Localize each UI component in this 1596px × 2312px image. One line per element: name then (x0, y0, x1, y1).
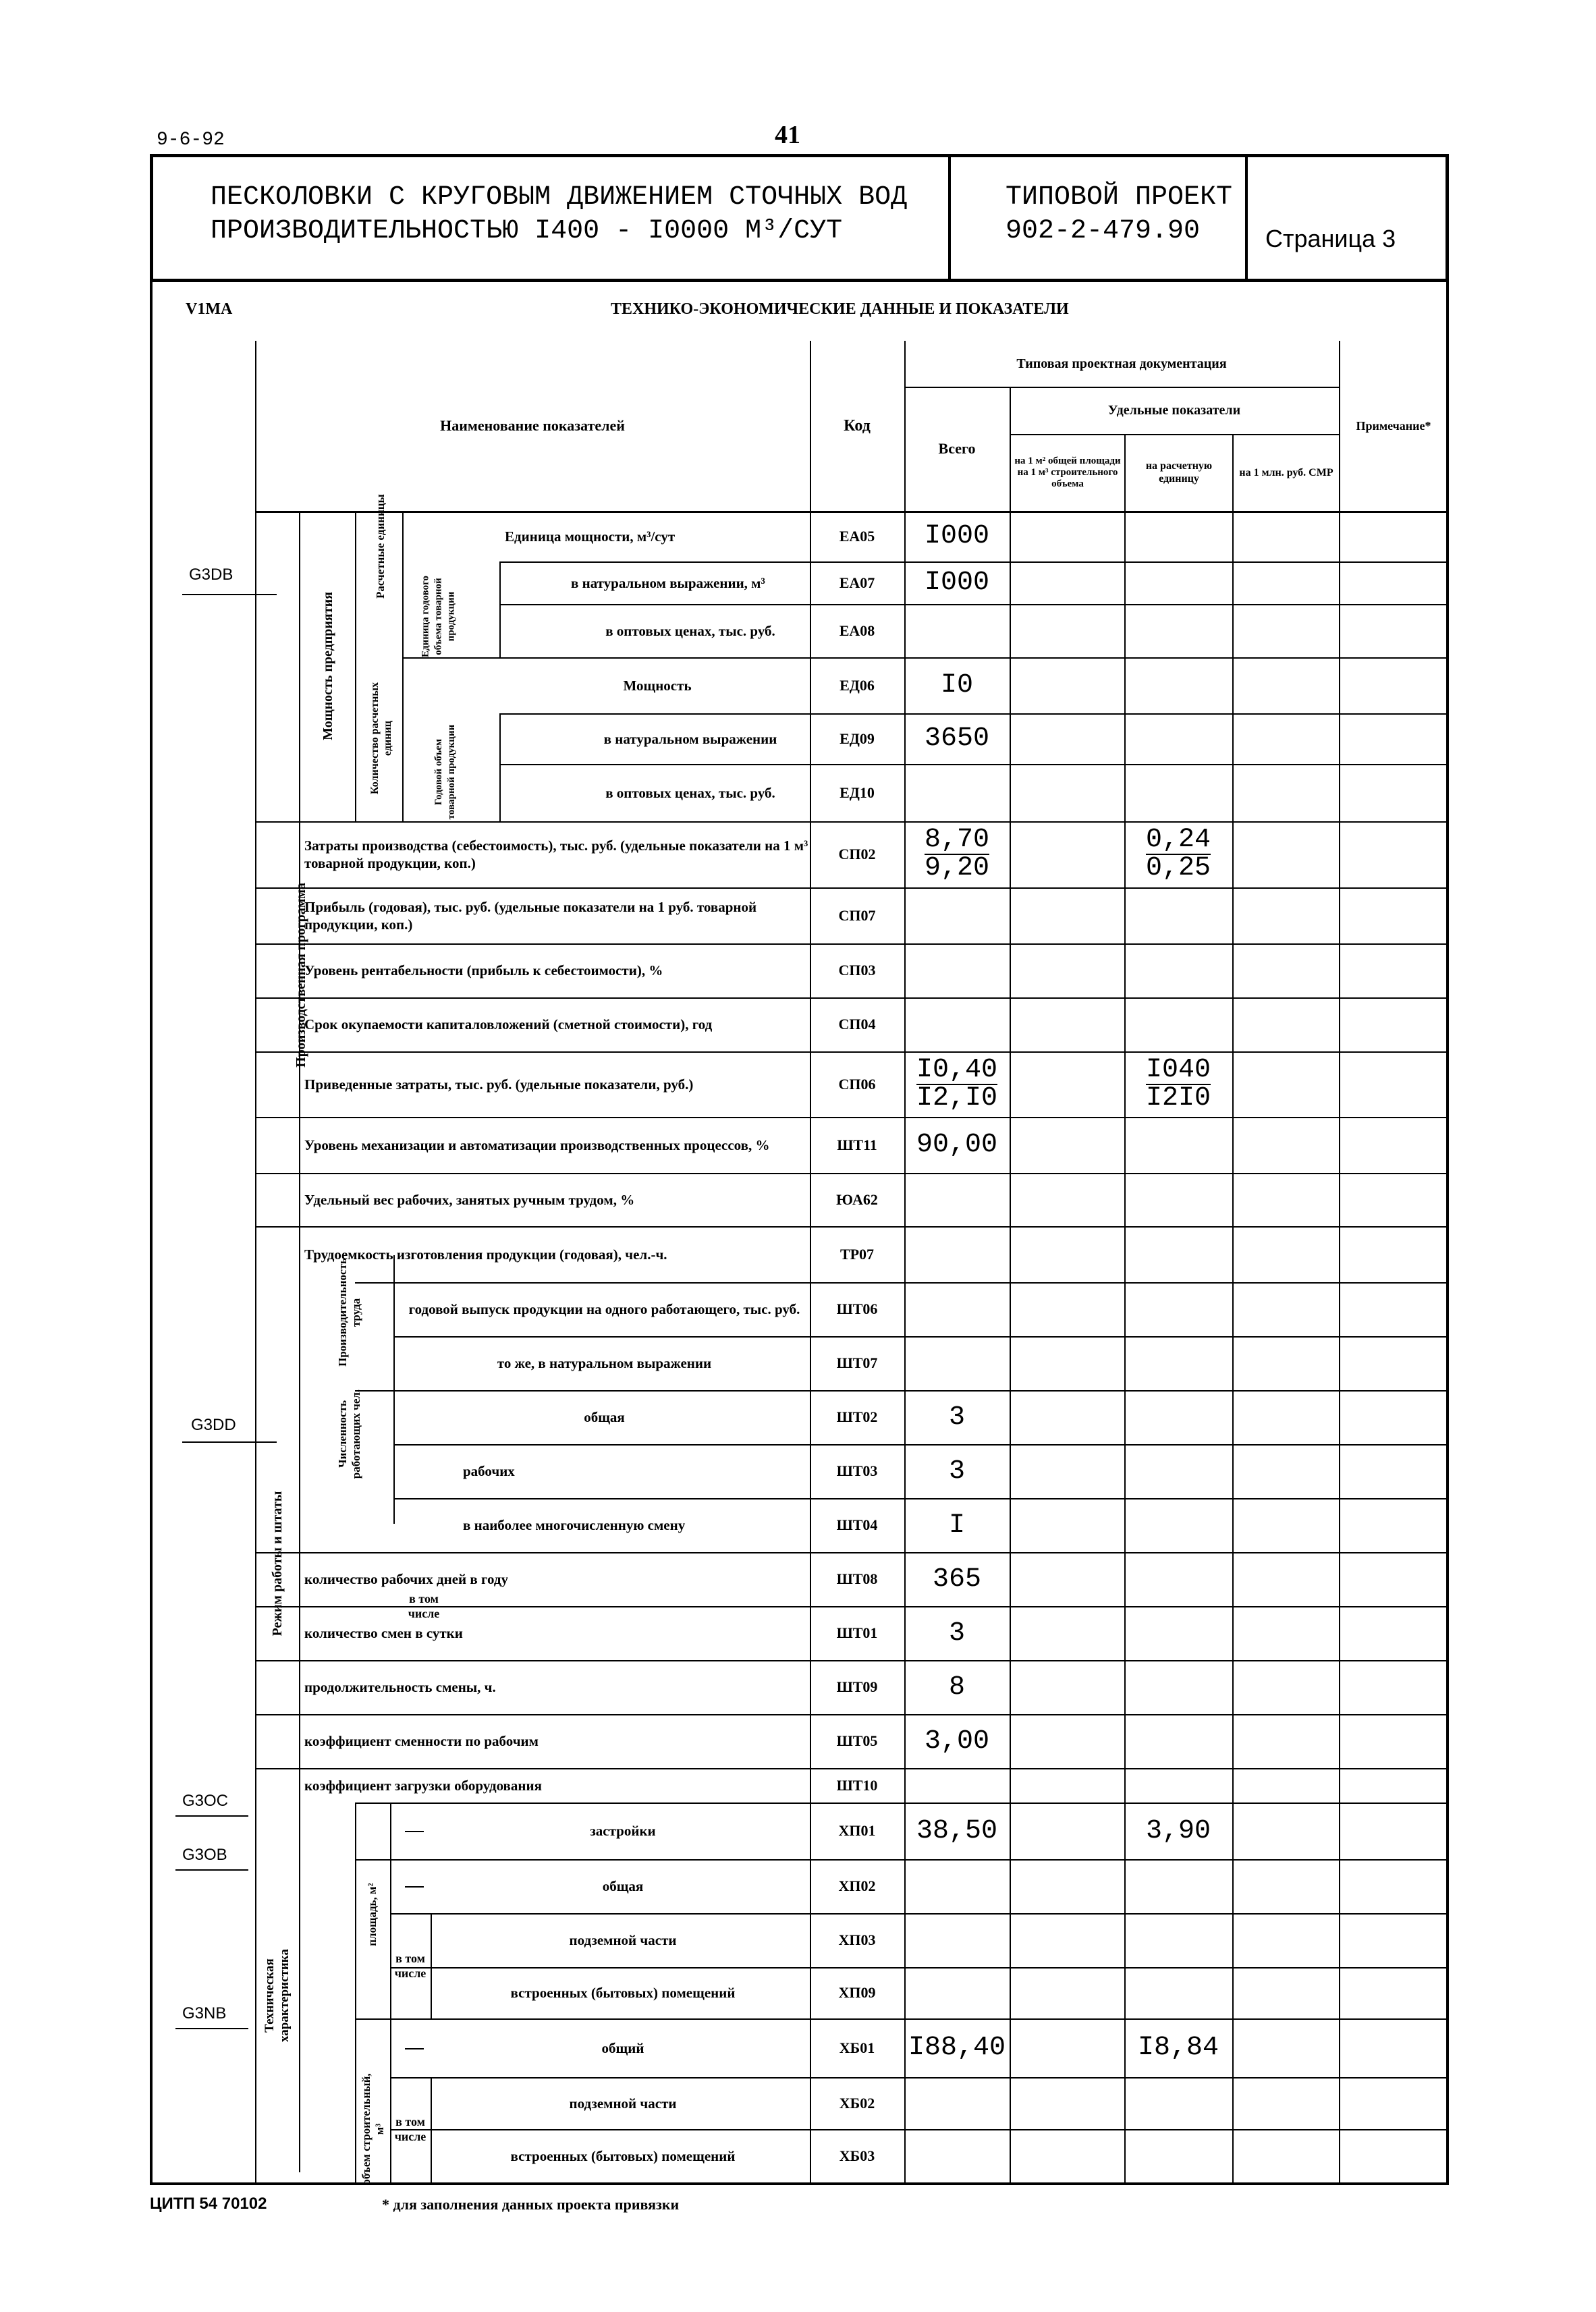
page-number: 41 (775, 121, 800, 149)
side-label-g3db: G3DB (189, 566, 233, 584)
fraction-value (925, 827, 989, 882)
indicator-name: общая (584, 1409, 625, 1425)
indicator-name: в оптовых ценах, тыс. руб. (605, 784, 775, 801)
indicator-name: встроенных (бытовых) помещений (510, 1985, 736, 2001)
col-specific: Удельные показатели (1107, 402, 1241, 418)
side-label-g3ob: G3OB (182, 1846, 227, 1864)
value-total: 90,00 (916, 1130, 998, 1160)
indicator-name: общая (602, 1878, 644, 1894)
indicator-code: ЕА08 (839, 622, 875, 639)
indicator-name: Мощность (623, 677, 692, 694)
fraction-value (1145, 1054, 1211, 1113)
value-per-unit (1124, 1714, 1232, 1768)
page-label: Страница 3 (1265, 225, 1396, 252)
value-total (904, 887, 1010, 943)
col-typical-doc: Типовая проектная документация (1016, 356, 1227, 371)
value-per-unit (1124, 1552, 1232, 1606)
side-pointer (175, 1869, 248, 1871)
value-total: 38,50 (916, 1815, 998, 1846)
group-design-units: Расчетные единицы (374, 494, 387, 599)
value-per-unit (1124, 561, 1232, 604)
col-name: Наименование показателей (440, 417, 625, 434)
indicator-name: в натуральном выражении (603, 730, 777, 747)
group-area: площадь, м² (366, 1883, 379, 1946)
indicator-code: ЕА05 (839, 527, 875, 545)
value-per-unit (1124, 1226, 1232, 1282)
value-per-unit (1124, 1967, 1232, 2018)
indicator-name: встроенных (бытовых) помещений (510, 2148, 736, 2164)
value-per-unit (1124, 2077, 1232, 2129)
title-block (150, 154, 1449, 282)
value-per-unit (1124, 713, 1232, 764)
group-technical: Техническая характеристика (263, 1949, 292, 2042)
indicator-name: годовой выпуск продукции на одного работающего, тыс. руб. (408, 1301, 800, 1317)
indicator-name: Единица мощности, м³/сут (505, 528, 676, 545)
indicator-name: Уровень рентабельности (прибыль к себестоимости), % (304, 962, 663, 979)
indicator-code: ЮА62 (836, 1190, 878, 1208)
value-total (904, 1173, 1010, 1226)
value-per-unit (1124, 511, 1232, 561)
indicator-name: то же, в натуральном выражении (497, 1355, 712, 1371)
value-total: I0 (940, 670, 973, 700)
side-label-g3oc: G3OC (182, 1792, 229, 1810)
indicator-code: ШТ01 (836, 1624, 878, 1641)
fraction-value (1146, 827, 1211, 882)
value-per-unit (1124, 1282, 1232, 1336)
indicator-code: СП07 (838, 906, 876, 924)
document-title (211, 181, 907, 248)
value-total (904, 1226, 1010, 1282)
value-total: I000 (924, 568, 989, 598)
value-per-unit (1124, 887, 1232, 943)
indicator-code: СП02 (838, 846, 876, 862)
indicator-code: ШТ04 (836, 1516, 878, 1533)
fraction-bottom: 9,20 (924, 853, 989, 883)
value-per-unit (1124, 1173, 1232, 1226)
value-total (904, 821, 1010, 887)
fraction-bottom: 0,25 (1145, 853, 1211, 883)
value-per-unit (1124, 1859, 1232, 1913)
pointer-mark (405, 2048, 424, 2049)
value-per-unit (1124, 657, 1232, 713)
value-per-unit (1124, 1390, 1232, 1444)
side-pointer (175, 2028, 248, 2029)
indicator-name: продолжительность смены, ч. (304, 1679, 496, 1695)
section-title: ТЕХНИКО-ЭКОНОМИЧЕСКИЕ ДАННЫЕ И ПОКАЗАТЕЛИ (611, 300, 1069, 318)
group-capacity: Мощность предприятия (321, 592, 335, 740)
incl-volume: в том числе (394, 2115, 426, 2143)
side-pointer (175, 1815, 248, 1817)
project-id (1006, 181, 1232, 248)
value-per-unit (1124, 1913, 1232, 1967)
group-annual-volume: Годовой объем товарной продукции (433, 724, 457, 820)
indicator-code: ХБ03 (839, 2147, 875, 2164)
indicator-code: ЕД06 (840, 676, 875, 694)
title-line-1: ПЕСКОЛОВКИ С КРУГОВЫМ ДВИЖЕНИЕМ СТОЧНЫХ ВОД (211, 182, 908, 213)
value-per-unit (1124, 821, 1232, 887)
indicator-name: в оптовых ценах, тыс. руб. (605, 622, 775, 639)
col-total: Всего (938, 440, 976, 457)
col-per-m3: на 1 м² общей площади на 1 м³ строительного объема (1014, 455, 1121, 489)
value-per-unit: 3,90 (1145, 1815, 1211, 1846)
fraction-value (916, 1054, 998, 1113)
incl-workers: в том числе (408, 1592, 440, 1620)
fraction-top: I0,40 (916, 1054, 998, 1085)
value-total (904, 2077, 1010, 2129)
indicator-name: Затраты производства (себестоимость), тыс. руб. (удельные показатели на 1 м³ товарной продукции, коп.) (304, 837, 808, 871)
value-total (904, 1768, 1010, 1802)
value-total (904, 1336, 1010, 1390)
fraction-top: 0,24 (1145, 825, 1211, 855)
indicator-name: Удельный вес рабочих, занятых ручным трудом, % (304, 1191, 635, 1208)
indicator-code: ШТ02 (836, 1408, 878, 1425)
indicator-code: ХБ01 (839, 2039, 875, 2056)
value-total (904, 1859, 1010, 1913)
value-total (904, 1282, 1010, 1336)
value-per-unit (1124, 604, 1232, 657)
value-per-unit (1124, 1117, 1232, 1173)
side-label-g3nb: G3NB (182, 2004, 227, 2022)
value-total (904, 764, 1010, 821)
value-per-unit (1124, 943, 1232, 997)
value-per-unit (1124, 1498, 1232, 1552)
value-per-unit (1124, 1336, 1232, 1390)
indicator-code: ШТ09 (836, 1678, 878, 1695)
indicator-name: количество смен в сутки (304, 1625, 463, 1641)
value-total: 8 (948, 1672, 965, 1703)
pointer-mark (405, 1886, 424, 1888)
fraction-bottom: I2I0 (1145, 1082, 1211, 1113)
indicator-code: СП06 (838, 1075, 876, 1093)
indicator-name: общий (601, 2039, 644, 2056)
indicator-code: ТР07 (840, 1245, 875, 1263)
value-total: 3 (948, 1456, 965, 1487)
title-line-2: ПРОИЗВОДИТЕЛЬНОСТЬЮ I400 - I0000 М³/СУТ (211, 216, 843, 246)
value-total: 3 (948, 1402, 965, 1433)
col-per-mln: на 1 млн. руб. СМР (1239, 466, 1333, 478)
group-work-mode: Режим работы и штаты (270, 1491, 285, 1636)
value-per-unit (1124, 1444, 1232, 1498)
divider (948, 157, 951, 279)
value-total (904, 997, 1010, 1051)
value-total: 3,00 (924, 1726, 989, 1757)
value-total: I88,40 (908, 2033, 1006, 2063)
fraction-top: 8,70 (924, 825, 989, 855)
indicator-code: ЕД09 (840, 730, 875, 747)
value-per-unit (1124, 1768, 1232, 1802)
indicator-name: Уровень механизации и автоматизации производственных процессов, % (304, 1136, 770, 1153)
indicator-code: СП04 (838, 1016, 876, 1033)
group-labor-productivity: Производительность труда (336, 1258, 362, 1367)
indicators-table (255, 341, 1448, 2183)
indicator-code: ХП02 (838, 1877, 876, 1894)
col-per-unit: на расчетную единицу (1145, 460, 1213, 485)
indicator-name: Срок окупаемости капиталовложений (сметной стоимости), год (304, 1016, 713, 1033)
indicator-code: ШТ07 (836, 1354, 878, 1371)
indicator-name: в натуральном выражении, м³ (571, 574, 765, 591)
section-code: V1MA (186, 300, 233, 318)
value-per-unit (1124, 997, 1232, 1051)
fraction-bottom: I2,I0 (916, 1082, 998, 1113)
col-code: Код (844, 416, 871, 435)
indicator-name: в наиболее многочисленную смену (463, 1517, 686, 1533)
footer-note: * для заполнения данных проекта привязки (382, 2196, 680, 2213)
value-per-unit (1124, 1606, 1232, 1660)
indicator-code: ХБ02 (839, 2094, 875, 2112)
value-total (904, 1051, 1010, 1117)
value-total (904, 943, 1010, 997)
indicator-code: ШТ11 (837, 1136, 877, 1153)
value-total (904, 2129, 1010, 2183)
indicator-name: Трудоемкость изготовления продукции (годовая), чел.-ч. (304, 1246, 667, 1263)
footer-code: ЦИТП 54 70102 (150, 2195, 267, 2213)
value-total: I000 (924, 521, 989, 551)
indicator-name: застройки (590, 1823, 656, 1839)
value-per-unit: I8,84 (1137, 2033, 1219, 2063)
value-total (904, 604, 1010, 657)
indicator-name: коэффициент загрузки оборудования (304, 1777, 542, 1794)
indicator-code: ЕД10 (840, 783, 875, 801)
indicator-code: ХП09 (838, 1984, 876, 2001)
value-total: 365 (932, 1564, 981, 1595)
indicator-code: ШТ08 (836, 1570, 878, 1587)
group-workers-count: Численность работающих чел. (336, 1389, 362, 1479)
indicator-code: ЕА07 (839, 574, 875, 591)
indicator-name: Приведенные затраты, тыс. руб. (удельные показатели, руб.) (304, 1076, 694, 1093)
indicator-code: ХП03 (838, 1931, 876, 1948)
doc-id: 9-6-92 (157, 130, 225, 150)
fraction-top: I040 (1145, 1054, 1211, 1085)
indicator-code: ШТ06 (836, 1300, 878, 1317)
indicator-name: количество рабочих дней в году (304, 1571, 508, 1587)
project-line-2: 902-2-479.90 (1006, 216, 1201, 246)
value-total: 3 (948, 1618, 965, 1649)
row-rule (255, 2183, 1448, 2184)
divider (1245, 157, 1248, 279)
indicator-code: ХП01 (838, 1822, 876, 1839)
indicator-name: подземной части (569, 2095, 677, 2112)
group-production-program: Производственная программа (294, 883, 308, 1068)
indicator-code: ШТ05 (836, 1732, 878, 1749)
group-volume: объем строительный, м³ (360, 2073, 386, 2185)
indicator-name: подземной части (569, 1932, 677, 1948)
value-total: 3650 (924, 723, 989, 754)
group-count-units: Количество расчетных единиц (369, 682, 393, 794)
incl-area: в том числе (394, 1952, 426, 1980)
value-total (904, 1967, 1010, 2018)
value-per-unit (1124, 764, 1232, 821)
indicator-name: Прибыль (годовая), тыс. руб. (удельные показатели на 1 руб. товарной продукции, коп.) (304, 898, 757, 933)
indicator-name: рабочих (463, 1463, 515, 1479)
indicator-code: ШТ03 (836, 1462, 878, 1479)
value-per-unit (1124, 1660, 1232, 1714)
side-label-g3dd: G3DD (191, 1416, 236, 1434)
pointer-mark (405, 1831, 424, 1832)
project-line-1: ТИПОВОЙ ПРОЕКТ (1006, 182, 1233, 213)
indicator-code: СП03 (838, 962, 876, 979)
value-total (904, 1913, 1010, 1967)
value-per-unit (1124, 2129, 1232, 2183)
value-total: I (948, 1510, 965, 1541)
indicator-name: коэффициент сменности по рабочим (304, 1733, 539, 1749)
group-annual-output: Единица годового объема товарной продукции (420, 575, 457, 658)
col-note: Примечание* (1356, 418, 1431, 433)
value-per-unit (1124, 1051, 1232, 1117)
indicator-code: ШТ10 (836, 1776, 878, 1794)
